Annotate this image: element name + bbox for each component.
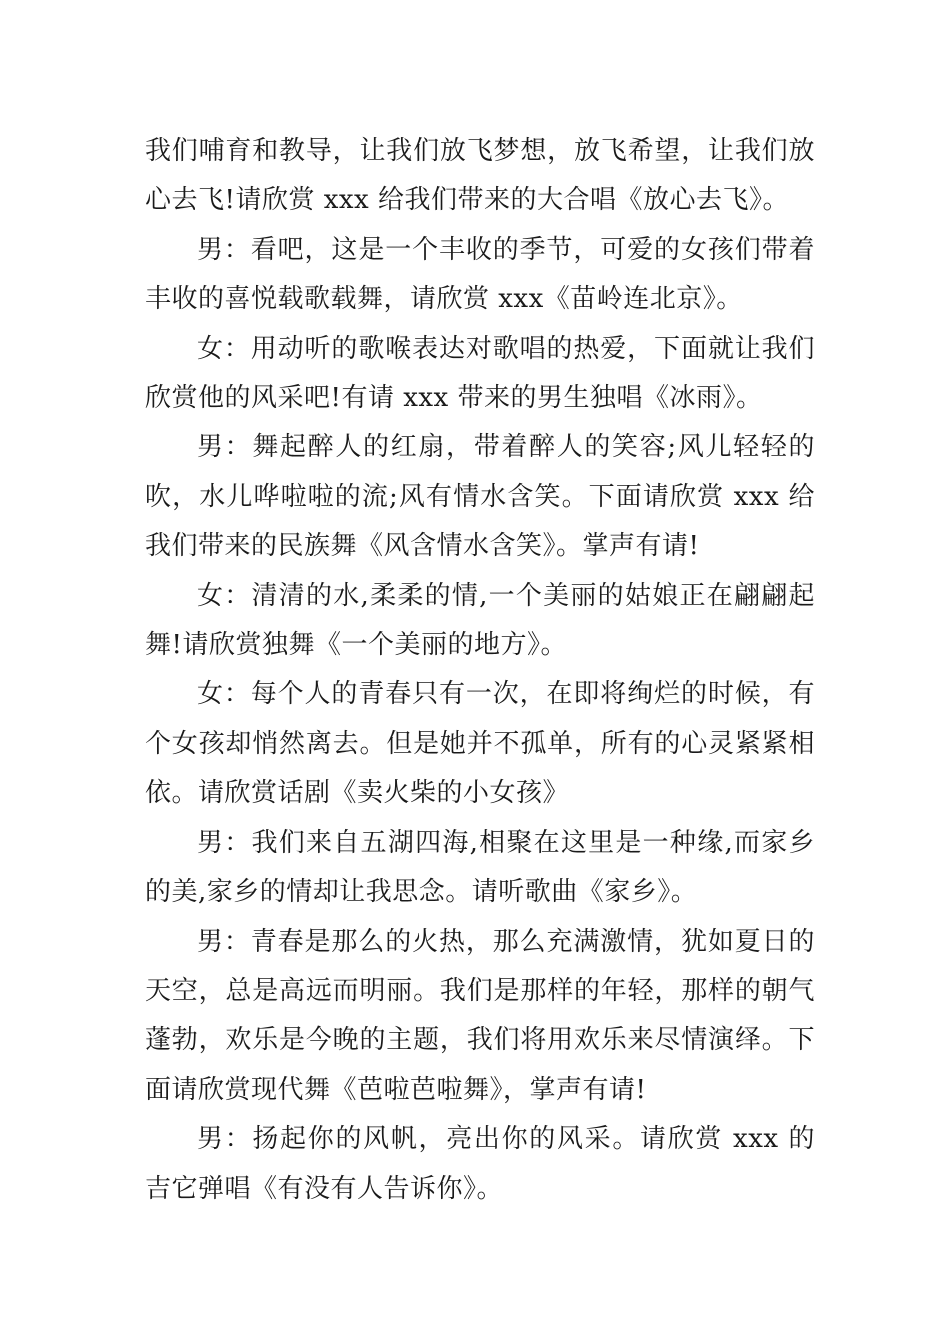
paragraph-continued: 我们哺育和教导，让我们放飞梦想，放飞希望，让我们放心去飞!请欣赏 xxx 给我们带来的大合唱《放心去飞》。 [145,136,815,216]
document-body [145,127,815,1214]
paragraph-male-hometown: 男：我们来自五湖四海,相聚在这里是一种缘,而家乡的美,家乡的情却让我思念。请听歌曲《家乡》。 [145,827,815,908]
paragraph-female-solo-dance: 女：清清的水,柔柔的情,一个美丽的姑娘正在翩翩起舞!请欣赏独舞《一个美丽的地方》。 [145,580,815,661]
paragraph-male-folk-dance: 男：舞起醉人的红扇，带着醉人的笑容;风儿轻轻的吹，水儿哗啦啦的流;风有情水含笑。下面请欣赏 xxx 给我们带来的民族舞《风含情水含笑》。掌声有请! [145,432,815,562]
paragraph-female-bingyu: 女：用动听的歌喉表达对歌唱的热爱，下面就让我们欣赏他的风采吧!有请 xxx 带来的男生独唱《冰雨》。 [145,333,815,414]
paragraph-male-modern-dance: 男：青春是那么的火热，那么充满激情，犹如夏日的天空，总是高远而明丽。我们是那样的年轻，那样的朝气蓬勃，欢乐是今晚的主题，我们将用欢乐来尽情演绎。下面请欣赏现代舞《芭啦芭啦舞》，掌声有请! [145,926,815,1105]
paragraph-female-drama: 女：每个人的青春只有一次，在即将绚烂的时候，有个女孩却悄然离去。但是她并不孤单，所有的心灵紧紧相依。请欣赏话剧《卖火柴的小女孩》 [145,679,815,809]
paragraph-male-guitar: 男：扬起你的风帆，亮出你的风采。请欣赏 xxx 的吉它弹唱《有没有人告诉你》。 [145,1124,815,1204]
paragraph-male-harvest: 男：看吧，这是一个丰收的季节，可爱的女孩们带着丰收的喜悦载歌载舞，请欣赏 xxx《苗岭连北京》。 [145,234,815,315]
